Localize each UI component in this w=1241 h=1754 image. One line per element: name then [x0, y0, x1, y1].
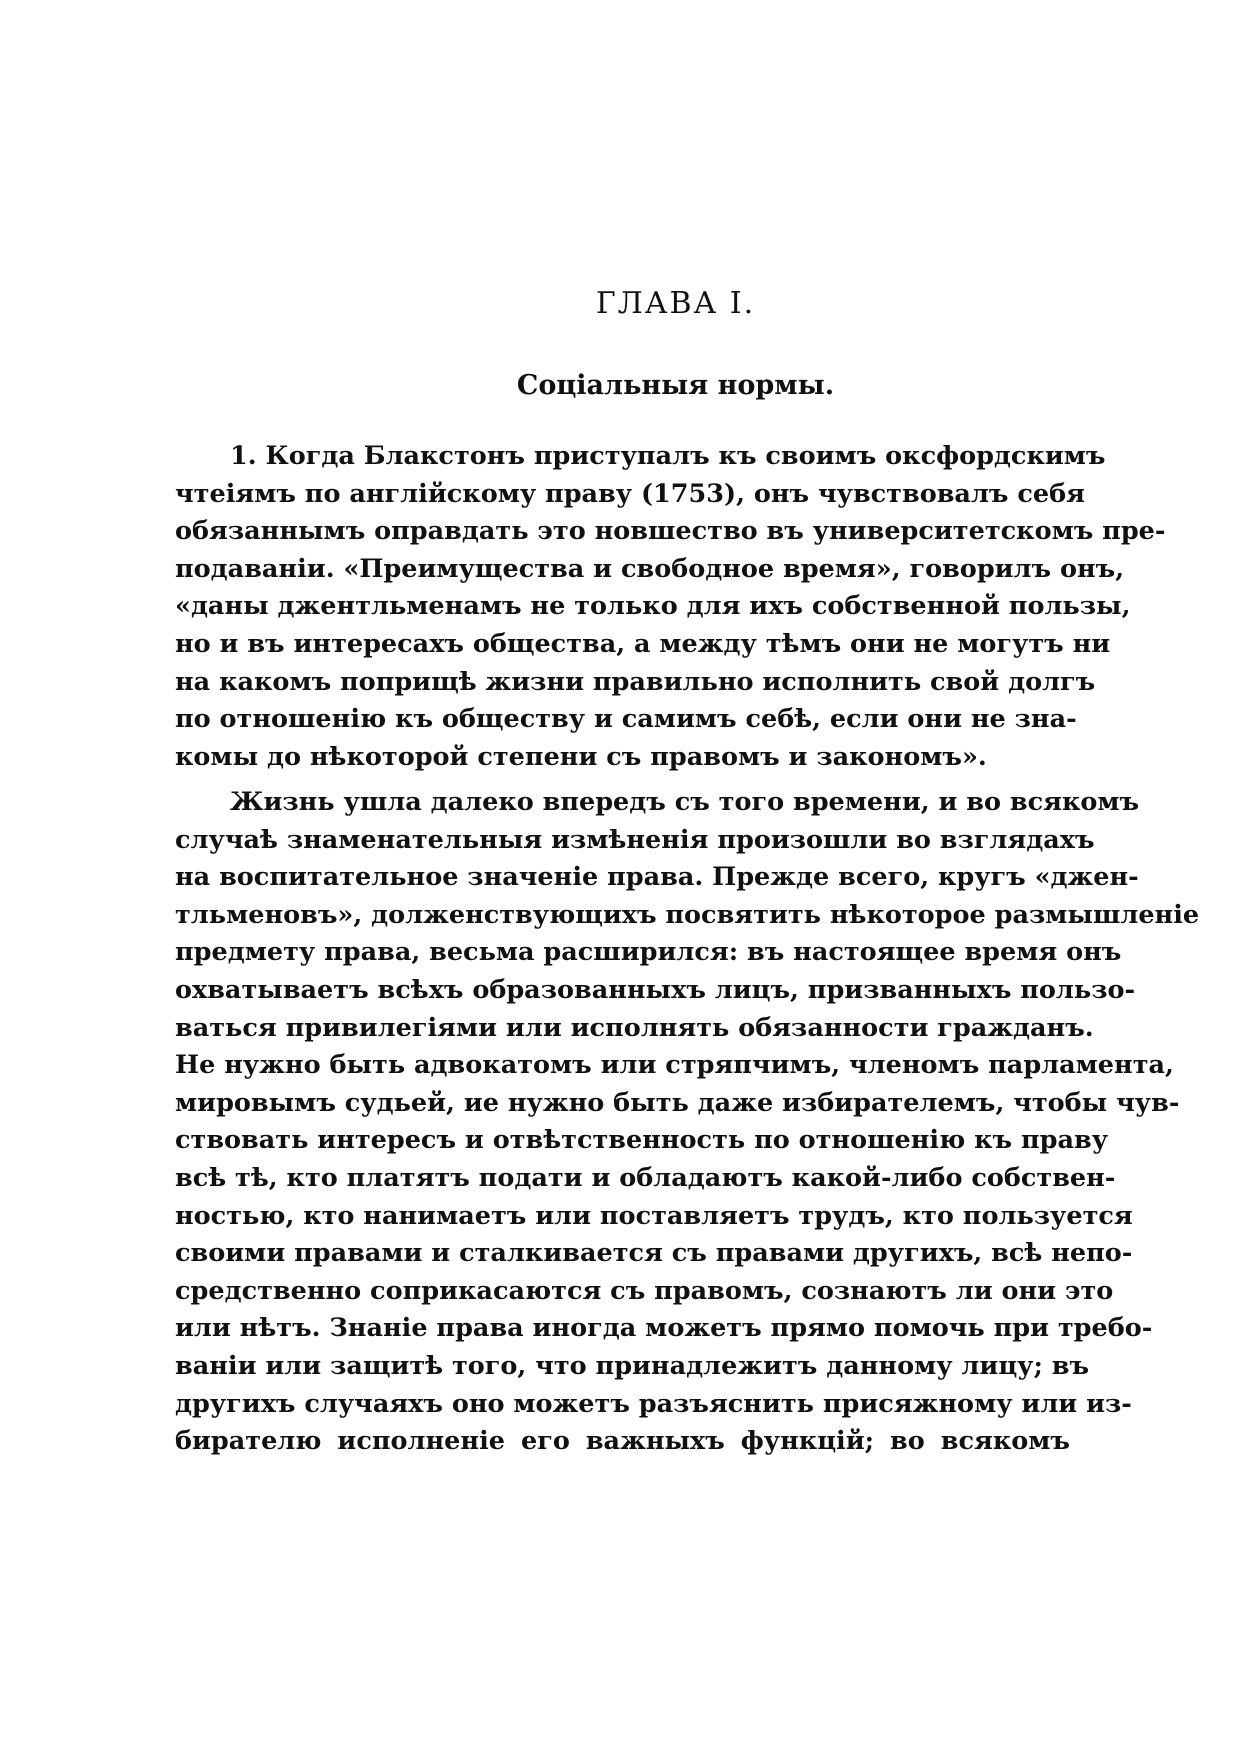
- text-line: комы до нѣкоторой степени съ правомъ и закономъ».: [175, 741, 987, 772]
- text-line: ваніи или защитѣ того, что принадлежитъ данному лицу; въ: [175, 1350, 1090, 1381]
- text-line: Жизнь ушла далеко впередъ съ того времени, и во всякомъ: [230, 787, 1140, 817]
- text-line: обязаннымъ оправдать это новшество въ университетскомъ пре-: [175, 516, 1166, 547]
- paragraph-2: [175, 784, 1200, 1461]
- text-line: ностью, кто нанимаетъ или поставляетъ трудъ, кто пользуется: [175, 1200, 1133, 1231]
- text-line: но и въ интересахъ общества, а между тѣмъ они не могутъ ни: [175, 628, 1111, 659]
- text-line: по отношенію къ обществу и самимъ себѣ, если они не зна-: [175, 704, 1077, 735]
- text-line: ствовать интересъ и отвѣтственность по отношенію къ праву: [175, 1125, 1109, 1156]
- text-line: мировымъ судьей, ие нужно быть даже избирателемъ, чтобы чув-: [175, 1087, 1180, 1118]
- text-line: «даны джентльменамъ не только для ихъ собственной пользы,: [175, 591, 1131, 622]
- text-line: своими правами и сталкивается съ правами другихъ, всѣ непо-: [175, 1238, 1133, 1269]
- text-line: охватываетъ всѣхъ образованныхъ лицъ, призванныхъ пользо-: [175, 974, 1136, 1005]
- text-line: тльменовъ», долженствующихъ посвятить нѣкоторое размышленіе: [175, 899, 1200, 930]
- text-line: на воспитательное значеніе права. Прежде всего, кругъ «джен-: [175, 862, 1139, 893]
- text-line: всѣ тѣ, кто платятъ подати и обладаютъ какой-либо собствен-: [175, 1162, 1116, 1193]
- paragraph-1: [175, 438, 1166, 776]
- text-line: чтеіямъ по англійскому праву (1753), онъ чувствовалъ себя: [175, 478, 1085, 509]
- text-line: подаваніи. «Преимущества и свободное время», говорилъ онъ,: [175, 553, 1125, 584]
- text-line: ваться привилегіями или исполнять обязанности гражданъ.: [175, 1012, 1094, 1043]
- text-line: случаѣ знаменательныя измѣненія произошли во взглядахъ: [175, 824, 1095, 855]
- text-line: Не нужно быть адвокатомъ или стряпчимъ, членомъ парламента,: [175, 1050, 1174, 1081]
- text-line: 1. Когда Блакстонъ приступалъ къ своимъ оксфордскимъ: [230, 441, 1106, 471]
- chapter-subtitle: Соціальныя нормы.: [516, 370, 835, 401]
- text-line: другихъ случаяхъ оно можетъ разъяснить присяжному или из-: [175, 1388, 1132, 1419]
- text-line: средственно соприкасаются съ правомъ, сознаютъ ли они это: [175, 1275, 1114, 1306]
- text-line: бирателю исполненіе его важныхъ функцій; во всякомъ: [175, 1426, 1070, 1457]
- text-line: предмету права, весьма расширился: въ настоящее время онъ: [175, 937, 1122, 968]
- chapter-title: ГЛАВА I.: [595, 286, 756, 321]
- text-line: на какомъ поприщѣ жизни правильно исполнить свой долгъ: [175, 666, 1096, 697]
- text-line: или нѣтъ. Знаніе права иногда можетъ прямо помочь при требо-: [175, 1313, 1153, 1344]
